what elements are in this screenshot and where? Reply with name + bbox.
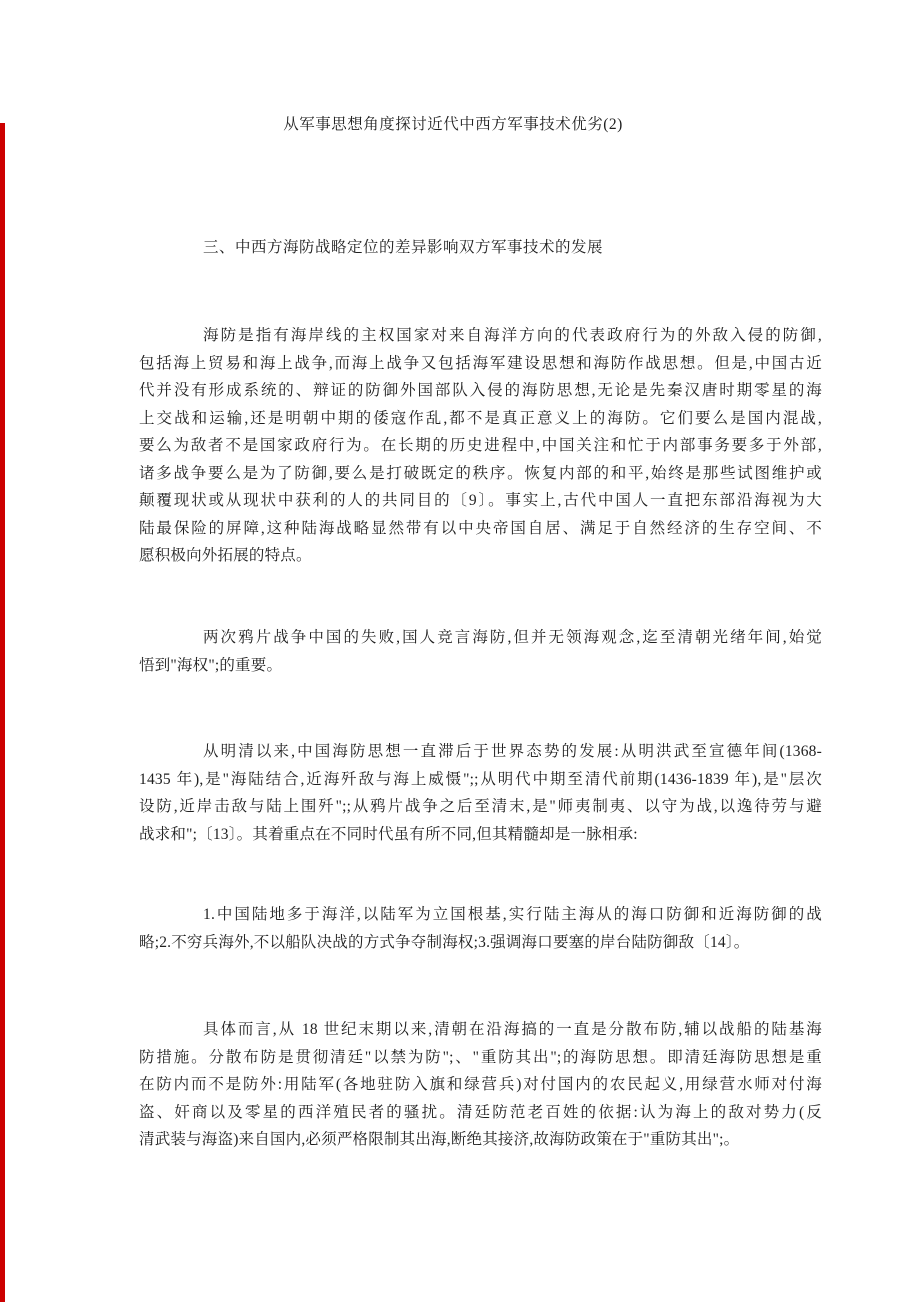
text-line: 防措施。分散布防是贯彻清廷"以禁为防";、"重防其出";的海防思想。即清廷海防思想是重 <box>139 1048 822 1066</box>
text-line: 盗、奸商以及零星的西洋殖民者的骚扰。清廷防范老百姓的依据:认为海上的敌对势力(反 <box>139 1103 822 1121</box>
text-line: 代并没有形成系统的、辩证的防御外国部队入侵的海防思想,无论是先秦汉唐时期零星的海 <box>139 382 822 399</box>
paragraph <box>139 901 822 956</box>
document-title: 从军事思想角度探讨近代中西方军事技术优劣(2) <box>283 116 623 133</box>
paragraph <box>139 624 822 679</box>
text-line: 略;2.不穷兵海外,不以船队决战的方式争夺制海权;3.强调海口要塞的岸台陆防御敌〔14〕。 <box>139 933 750 951</box>
document-body <box>139 0 822 1302</box>
section-heading: 三、中西方海防战略定位的差异影响双方军事技术的发展 <box>203 239 604 256</box>
text-line: 悟到"海权";的重要。 <box>139 656 283 674</box>
text-line: 1435 年),是"海陆结合,近海歼敌与海上威慑";;从明代中期至清代前期(1436-1839 年),是"层次 <box>139 770 822 788</box>
text-line: 海防是指有海岸线的主权国家对来自海洋方向的代表政府行为的外敌入侵的防御, <box>203 327 822 344</box>
text-line: 颠覆现状或从现状中获利的人的共同目的〔9〕。事实上,古代中国人一直把东部沿海视为大 <box>139 492 822 509</box>
text-line: 设防,近岸击敌与陆上围歼";;从鸦片战争之后至清末,是"师夷制夷、以守为战,以逸待劳与避 <box>139 798 822 815</box>
text-line: 在防内而不是防外:用陆军(各地驻防入旗和绿营兵)对付国内的农民起义,用绿营水师对付海 <box>139 1076 822 1093</box>
text-line: 清武装与海盗)来自国内,必须严格限制其出海,断绝其接济,故海防政策在于"重防其出";。 <box>139 1131 740 1148</box>
paragraph <box>139 738 822 848</box>
left-accent-bar <box>0 123 5 1302</box>
text-line: 具体而言,从 18 世纪末期以来,清朝在沿海搞的一直是分散布防,辅以战船的陆基海 <box>203 1021 822 1038</box>
text-line: 战求和";〔13〕。其着重点在不同时代虽有所不同,但其精髓却是一脉相承: <box>139 825 638 843</box>
text-line: 愿积极向外拓展的特点。 <box>139 547 312 564</box>
text-line: 两次鸦片战争中国的失败,国人竞言海防,但并无领海观念,迄至清朝光绪年间,始觉 <box>203 629 822 646</box>
text-line: 要么为敌者不是国家政府行为。在长期的历史进程中,中国关注和忙于内部事务要多于外部, <box>139 437 822 454</box>
text-line: 上交战和运输,还是明朝中期的倭寇作乱,都不是真正意义上的海防。它们要么是国内混战, <box>139 409 822 427</box>
paragraph <box>139 322 822 570</box>
text-line: 包括海上贸易和海上战争,而海上战争又包括海军建设思想和海防作战思想。但是,中国古近 <box>139 354 822 372</box>
text-line: 从明清以来,中国海防思想一直滞后于世界态势的发展:从明洪武至宣德年间(1368- <box>203 743 822 760</box>
text-line: 1.中国陆地多于海洋,以陆军为立国根基,实行陆主海从的海口防御和近海防御的战 <box>203 906 822 923</box>
text-line: 陆最保险的屏障,这种陆海战略显然带有以中央帝国自居、满足于自然经济的生存空间、不 <box>139 519 822 537</box>
paragraph <box>139 1016 822 1154</box>
text-line: 诸多战争要么是为了防御,要么是打破既定的秩序。恢复内部的和平,始终是那些试图维护或 <box>139 464 822 482</box>
